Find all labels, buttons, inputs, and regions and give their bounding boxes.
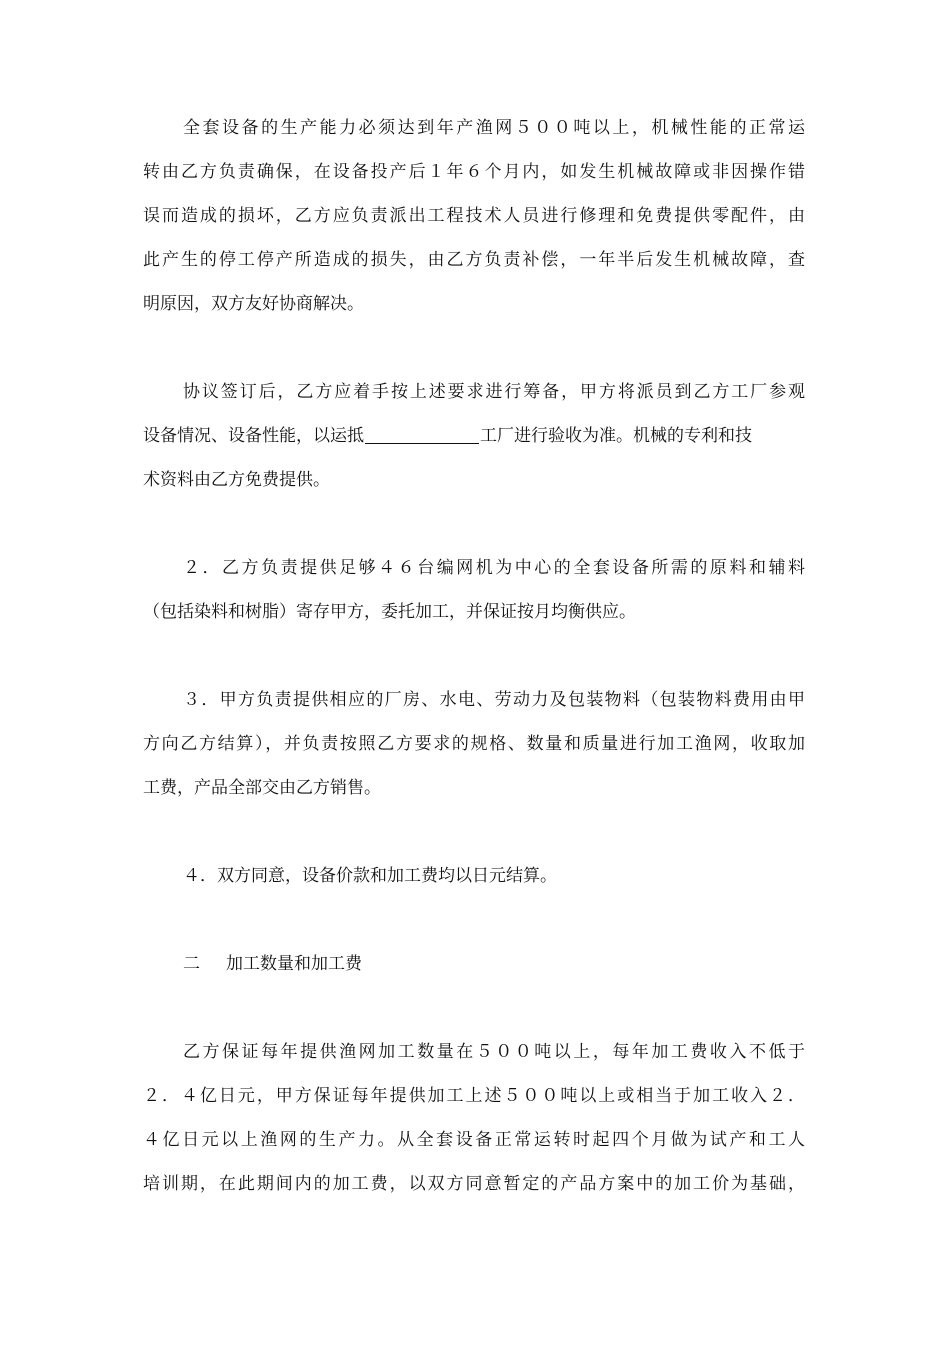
text-line: ４亿日元以上渔网的生产力。从全套设备正常运转时起四个月做为试产和工人 <box>143 1130 805 1150</box>
text-segment: 工厂进行验收为准。机械的专利和技 <box>480 426 752 446</box>
text-line: 全套设备的生产能力必须达到年产渔网５００吨以上，机械性能的正常运 <box>183 118 805 138</box>
text-line: ４．双方同意，设备价款和加工费均以日元结算。 <box>183 866 557 886</box>
paragraph-clause-3 <box>143 678 805 810</box>
section-heading <box>143 942 805 986</box>
paragraph-clause-2 <box>143 546 805 634</box>
text-line: 协议签订后，乙方应着手按上述要求进行筹备，甲方将派员到乙方工厂参观 <box>183 382 805 402</box>
section-title: 加工数量和加工费 <box>226 954 362 974</box>
text-line: 工费，产品全部交由乙方销售。 <box>143 778 381 798</box>
text-line: 培训期，在此期间内的加工费，以双方同意暂定的产品方案中的加工价为基础， <box>143 1174 805 1194</box>
paragraph-inspection <box>143 370 805 502</box>
text-line: 术资料由乙方免费提供。 <box>143 470 330 490</box>
text-line: ２．乙方负责提供足够４６台编网机为中心的全套设备所需的原料和辅料 <box>183 558 805 578</box>
paragraph-clause-4 <box>143 854 805 898</box>
text-line: 乙方保证每年提供渔网加工数量在５００吨以上，每年加工费收入不低于 <box>183 1042 805 1062</box>
text-line: 此产生的停工停产所造成的损失，由乙方负责补偿，一年半后发生机械故障，查 <box>143 250 805 270</box>
text-line: ２．４亿日元，甲方保证每年提供加工上述５００吨以上或相当于加工收入２． <box>143 1086 805 1106</box>
text-line: 误而造成的损坏，乙方应负责派出工程技术人员进行修理和免费提供零配件，由 <box>143 206 805 226</box>
text-line: 明原因，双方友好协商解决。 <box>143 294 364 314</box>
text-line: 方向乙方结算），并负责按照乙方要求的规格、数量和质量进行加工渔网，收取加 <box>143 734 805 754</box>
section-number: 二 <box>183 954 200 974</box>
text-line: 转由乙方负责确保，在设备投产后１年６个月内，如发生机械故障或非因操作错 <box>143 162 805 182</box>
text-line: （包括染料和树脂）寄存甲方，委托加工，并保证按月均衡供应。 <box>143 602 636 622</box>
heading-line <box>143 942 805 986</box>
text-line <box>143 414 805 458</box>
text-line: ３．甲方负责提供相应的厂房、水电、劳动力及包装物料（包装物料费用由甲 <box>183 690 805 710</box>
paragraph-equipment-capacity <box>143 106 805 326</box>
text-segment: 设备情况、设备性能，以运抵 <box>143 426 364 446</box>
fill-in-blank <box>365 423 479 444</box>
paragraph-processing-quantity <box>143 1030 805 1206</box>
